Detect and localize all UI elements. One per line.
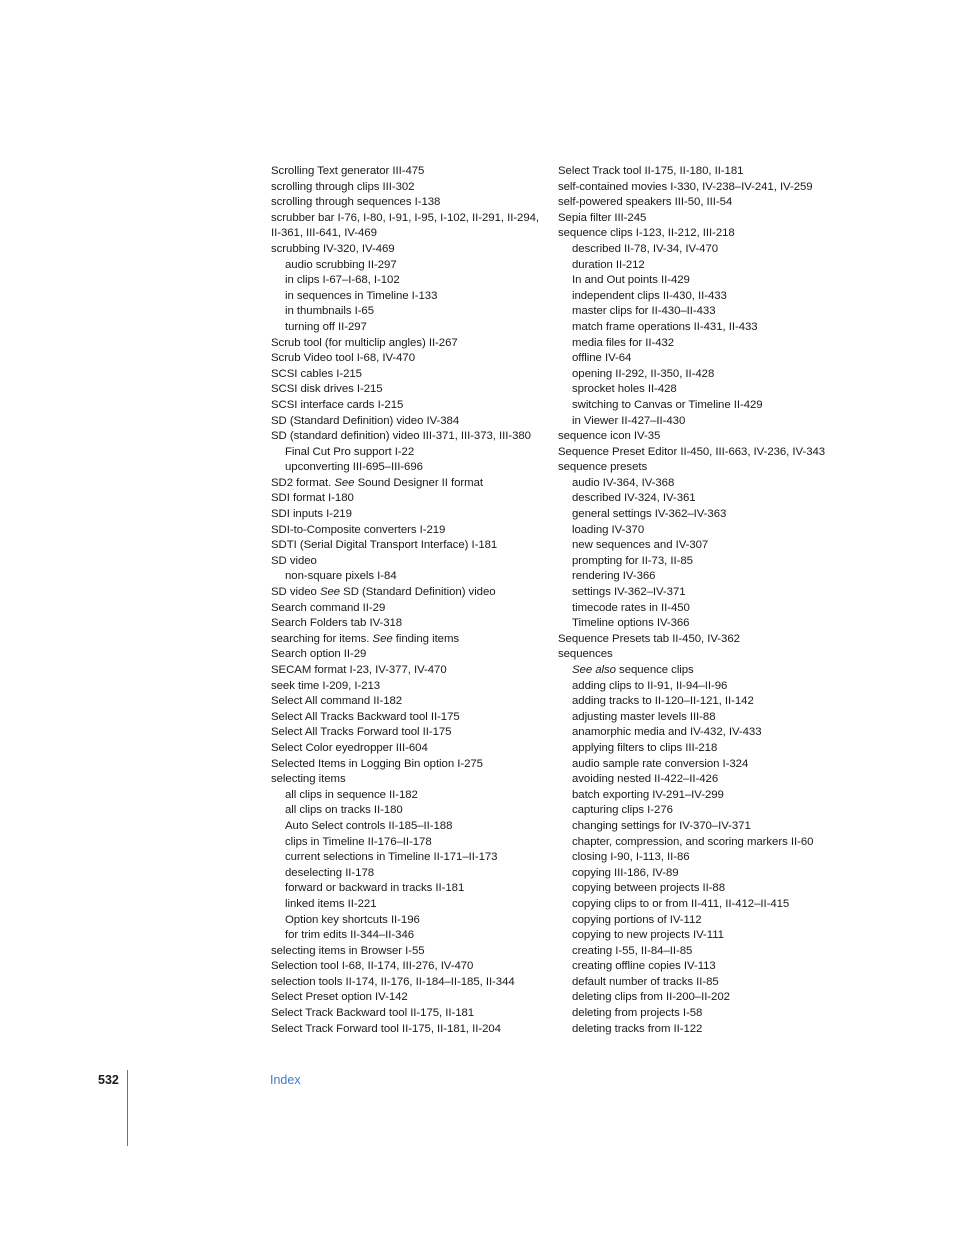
index-entry: Sequence Presets tab II-450, IV-362 [558, 632, 740, 645]
index-subentry: copying to new projects IV-111 [572, 929, 724, 942]
index-subentry: sprocket holes II-428 [572, 383, 677, 396]
index-subentry: all clips in sequence II-182 [285, 788, 418, 801]
index-subentry: for trim edits II-344–II-346 [285, 929, 415, 942]
index-subentry: adjusting master levels III-88 [572, 710, 716, 723]
index-subentry: linked items II-221 [285, 897, 377, 910]
index-entry: scrolling through clips III-302 [271, 180, 415, 193]
index-subentry: default number of tracks II-85 [572, 975, 719, 988]
index-entry: self-contained movies I-330, IV-238–IV-241, IV-259 [558, 180, 813, 193]
index-entry: Scrub Video tool I-68, IV-470 [271, 352, 415, 365]
index-subentry: creating I-55, II-84–II-85 [572, 944, 693, 957]
index-subentry: applying filters to clips III-218 [572, 741, 718, 754]
index-entry: sequence presets [558, 461, 648, 474]
index-entry: Select Track Forward tool II-175, II-181, II-204 [271, 1022, 501, 1035]
index-subentry: audio scrubbing II-297 [285, 258, 397, 271]
index-subentry: copying III-186, IV-89 [572, 866, 679, 879]
index-entry: Selected Items in Logging Bin option I-275 [271, 757, 483, 770]
index-subentry: match frame operations II-431, II-433 [572, 320, 758, 333]
index-entry: Select All command II-182 [271, 695, 403, 708]
index-entry: Select All Tracks Forward tool II-175 [271, 726, 452, 739]
index-subentry: in clips I-67–I-68, I-102 [285, 274, 400, 287]
index-subentry: copying portions of IV-112 [572, 913, 702, 926]
index-subentry: copying between projects II-88 [572, 882, 725, 895]
index-entry: seek time I-209, I-213 [271, 679, 381, 692]
index-entry: Scrolling Text generator III-475 [271, 165, 425, 177]
index-entry: SECAM format I-23, IV-377, IV-470 [271, 664, 447, 676]
index-entry: SDI format I-180 [271, 492, 354, 505]
index-subentry: duration II-212 [572, 258, 645, 271]
index-entry: selecting items in Browser I-55 [271, 944, 425, 957]
index-subentry: offline IV-64 [572, 352, 632, 365]
index-entry: scrolling through sequences I-138 [271, 196, 441, 209]
index-subentry: described IV-324, IV-361 [572, 492, 696, 505]
index-entry: Select Color eyedropper III-604 [271, 741, 428, 754]
index-entry: self-powered speakers III-50, III-54 [558, 196, 733, 209]
index-entry: Select Track Backward tool II-175, II-181 [271, 1007, 475, 1020]
index-entry: II-361, III-641, IV-469 [271, 227, 377, 240]
index-subentry: rendering IV-366 [572, 570, 656, 583]
index-column-right [558, 164, 828, 1037]
index-entry: SCSI interface cards I-215 [271, 398, 404, 411]
index-entry: SDI inputs I-219 [271, 508, 352, 521]
index-subentry: capturing clips I-276 [572, 804, 673, 817]
index-entry: searching for items. See finding items [271, 632, 460, 645]
index-entry: Search Folders tab IV-318 [271, 617, 403, 630]
index-column-left [271, 164, 543, 1037]
index-entry: Search option II-29 [271, 648, 367, 661]
index-subentry: Timeline options IV-366 [572, 617, 690, 630]
index-entry: Sequence Preset Editor II-450, III-663, IV-236, IV-343 [558, 445, 826, 458]
index-subentry: adding tracks to II-120–II-121, II-142 [572, 695, 754, 708]
index-entry: SD (Standard Definition) video IV-384 [271, 414, 460, 427]
index-entry: sequence icon IV-35 [558, 430, 661, 443]
index-entry: selecting items [271, 773, 346, 786]
index-subentry: anamorphic media and IV-432, IV-433 [572, 726, 762, 739]
index-entry: SD (standard definition) video III-371, III-373, III-380 [271, 430, 531, 443]
index-entry: SDI-to-Composite converters I-219 [271, 523, 446, 536]
index-subentry: creating offline copies IV-113 [572, 960, 716, 973]
page-number: 532 [98, 1073, 119, 1087]
index-entry: Select Track tool II-175, II-180, II-181 [558, 165, 744, 177]
index-subentry: forward or backward in tracks II-181 [285, 882, 465, 895]
index-entry: Sepia filter III-245 [558, 211, 647, 224]
index-subentry: in Viewer II-427–II-430 [572, 414, 686, 427]
index-subentry: deleting clips from II-200–II-202 [572, 991, 730, 1004]
index-subentry: in sequences in Timeline I-133 [285, 289, 438, 302]
index-entry: SD2 format. See Sound Designer II format [271, 476, 484, 489]
index-subentry: See also sequence clips [572, 664, 694, 676]
index-entry: selection tools II-174, II-176, II-184–II-185, II-344 [271, 975, 515, 988]
index-subentry: deleting from projects I-58 [572, 1007, 703, 1020]
index-subentry: Option key shortcuts II-196 [285, 913, 420, 926]
index-entry: SD video See SD (Standard Definition) video [271, 586, 496, 599]
index-entry: Search command II-29 [271, 601, 386, 614]
index-subentry: non-square pixels I-84 [285, 570, 397, 583]
index-subentry: adding clips to II-91, II-94–II-96 [572, 679, 728, 692]
index-subentry: all clips on tracks II-180 [285, 804, 403, 817]
index-subentry: Final Cut Pro support I-22 [285, 445, 415, 458]
index-subentry: upconverting III-695–III-696 [285, 461, 423, 474]
index-entry: SD video [271, 554, 317, 567]
index-entry: SCSI disk drives I-215 [271, 383, 383, 396]
index-entry: Select Preset option IV-142 [271, 991, 408, 1004]
index-subentry: In and Out points II-429 [572, 274, 690, 287]
index-subentry: batch exporting IV-291–IV-299 [572, 788, 724, 801]
index-subentry: loading IV-370 [572, 523, 645, 536]
index-entry: scrubber bar I-76, I-80, I-91, I-95, I-102, II-291, II-294, [271, 211, 540, 224]
index-subentry: master clips for II-430–II-433 [572, 305, 716, 318]
index-subentry: avoiding nested II-422–II-426 [572, 773, 719, 786]
index-subentry: copying clips to or from II-411, II-412–II-415 [572, 897, 790, 910]
index-entry: Selection tool I-68, II-174, III-276, IV-470 [271, 960, 474, 973]
index-subentry: independent clips II-430, II-433 [572, 289, 727, 302]
index-subentry: deselecting II-178 [285, 866, 375, 879]
index-subentry: chapter, compression, and scoring markers II-60 [572, 835, 814, 848]
index-subentry: audio sample rate conversion I-324 [572, 757, 749, 770]
index-entry: Scrub tool (for multiclip angles) II-267 [271, 336, 458, 349]
index-entry: SCSI cables I-215 [271, 367, 362, 380]
index-subentry: in thumbnails I-65 [285, 305, 375, 318]
index-subentry: turning off II-297 [285, 320, 367, 333]
index-entry: sequences [558, 648, 613, 661]
footer-divider [127, 1070, 128, 1146]
index-subentry: described II-78, IV-34, IV-470 [572, 242, 719, 255]
index-subentry: prompting for II-73, II-85 [572, 554, 693, 567]
index-subentry: general settings IV-362–IV-363 [572, 508, 727, 521]
index-subentry: media files for II-432 [572, 336, 675, 349]
index-subentry: timecode rates in II-450 [572, 601, 690, 614]
index-subentry: settings IV-362–IV-371 [572, 586, 686, 599]
index-entry: scrubbing IV-320, IV-469 [271, 242, 395, 255]
index-subentry: clips in Timeline II-176–II-178 [285, 835, 432, 848]
index-subentry: audio IV-364, IV-368 [572, 476, 675, 489]
section-label: Index [270, 1073, 301, 1087]
index-subentry: closing I-90, I-113, II-86 [572, 851, 690, 864]
index-entry: sequence clips I-123, II-212, III-218 [558, 227, 735, 240]
index-subentry: current selections in Timeline II-171–II-173 [285, 851, 498, 864]
index-subentry: new sequences and IV-307 [572, 539, 709, 552]
index-subentry: Auto Select controls II-185–II-188 [285, 819, 453, 832]
index-subentry: deleting tracks from II-122 [572, 1022, 703, 1035]
index-subentry: switching to Canvas or Timeline II-429 [572, 398, 763, 411]
index-subentry: changing settings for IV-370–IV-371 [572, 819, 751, 832]
index-entry: SDTI (Serial Digital Transport Interface) I-181 [271, 539, 498, 552]
index-entry: Select All Tracks Backward tool II-175 [271, 710, 460, 723]
index-subentry: opening II-292, II-350, II-428 [572, 367, 715, 380]
